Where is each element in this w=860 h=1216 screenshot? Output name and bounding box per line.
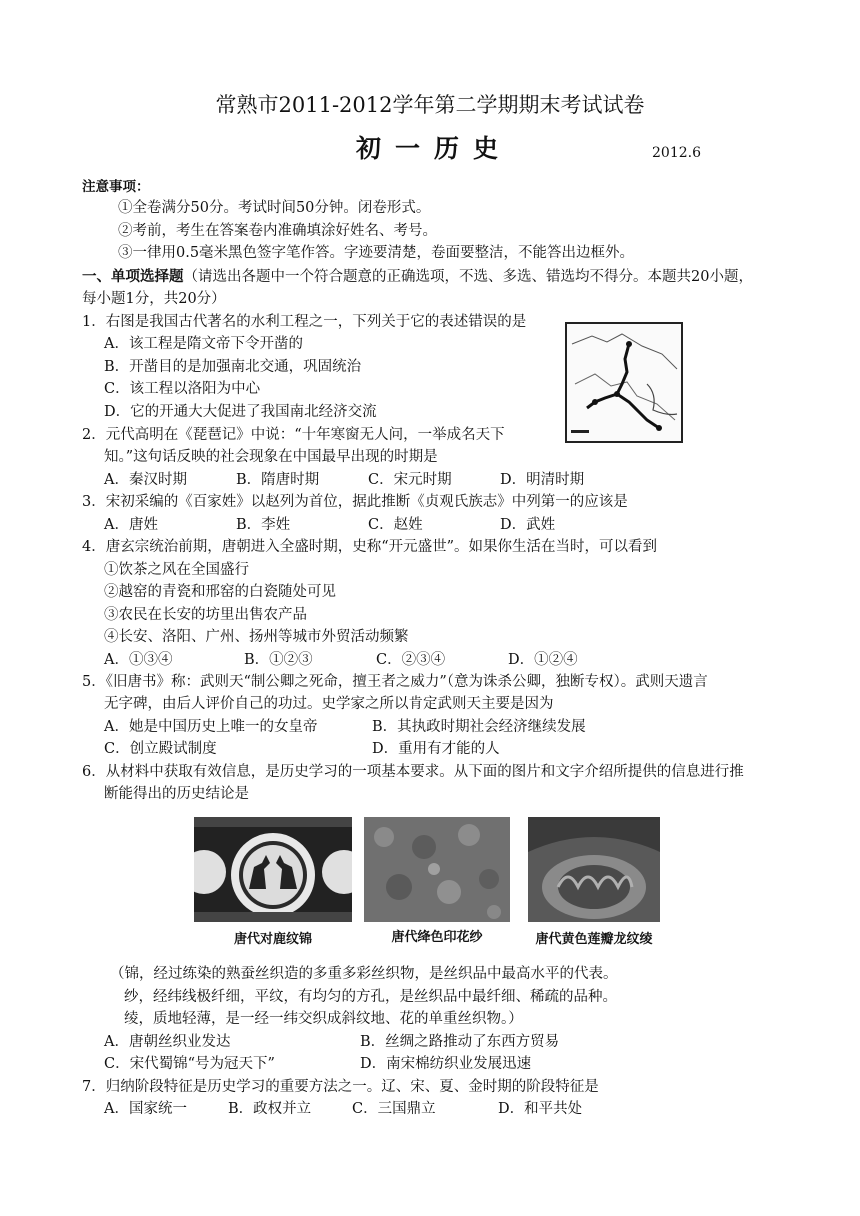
notice-item: ②考前，考生在答案卷内准确填涂好姓名、考号。 [118, 223, 437, 239]
map-drawing [567, 324, 681, 441]
dragon-silk-pattern [528, 817, 660, 922]
option: A．唐朝丝织业发达 [104, 1034, 231, 1050]
notice-item: ①全卷满分50分。考试时间50分钟。闭卷形式。 [118, 200, 431, 216]
option: D．①②④ [508, 652, 578, 668]
notice-item: ③一律用0.5毫米黑色签字笔作答。字迹要清楚，卷面要整洁，不能答出边框外。 [118, 245, 635, 261]
exam-title: 常熟市2011-2012学年第二学期期末考试试卷 [215, 93, 645, 117]
section-instruction-cont: 每小题1分，共20分） [82, 291, 226, 307]
photo-caption: 唐代对鹿纹锦 [233, 932, 312, 947]
option: A．唐姓 [104, 517, 158, 533]
statement-item: ③农民在长安的坊里出售农产品 [104, 607, 307, 623]
option: A．她是中国历史上唯一的女皇帝 [104, 719, 318, 735]
question-stem: 4．唐玄宗统治前期，唐朝进入全盛时期，史称“开元盛世”。如果你生活在当时，可以看到 [82, 539, 658, 555]
dragon-silk-photo [528, 817, 660, 922]
question-stem: 1．右图是我国古代著名的水利工程之一，下列关于它的表述错误的是 [82, 314, 527, 330]
question-stem-cont: 断能得出的历史结论是 [104, 786, 249, 802]
option: C．赵姓 [368, 517, 423, 533]
notice-heading: 注意事项： [82, 179, 150, 195]
option: B．李姓 [236, 517, 291, 533]
material-note: 纱，经纬线极纤细，平纹，有均匀的方孔，是丝织品中最纤细、稀疏的品种。 [124, 989, 617, 1005]
option: A．①③④ [104, 652, 173, 668]
material-note: （锦，经过练染的熟蚕丝织造的多重多彩丝织物，是丝织品中最高水平的代表。 [110, 966, 618, 982]
option: C．②③④ [376, 652, 446, 668]
question-stem: 5．《旧唐书》称：武则天“制公卿之死命，擅王者之威力”（意为诛杀公卿，独断专权）。武则天遗言 [82, 674, 708, 690]
statement-item: ②越窑的青瓷和邢窑的白瓷随处可见 [104, 584, 336, 600]
option: C．宋代蜀锦“号为冠天下” [104, 1056, 275, 1072]
material-note: 绫，质地轻薄，是一经一纬交织成斜纹地、花的单重丝织物。） [124, 1011, 523, 1027]
question-stem-cont: 知。”这句话反映的社会现象在中国最早出现的时期是 [104, 449, 438, 465]
question-stem-cont: 无字碑，由后人评价自己的功过。史学家之所以肯定武则天主要是因为 [104, 696, 554, 712]
option: D．武姓 [500, 517, 556, 533]
option: B．其执政时期社会经济继续发展 [372, 719, 586, 735]
printed-gauze-pattern [364, 817, 510, 922]
option: C．该工程以洛阳为中心 [104, 381, 261, 397]
question-stem: 6．从材料中获取有效信息，是历史学习的一项基本要求。从下面的图片和文字介绍所提供的信息进行推 [82, 764, 744, 780]
option: D．明清时期 [500, 472, 585, 488]
question-stem: 3．宋初采编的《百家姓》以赵列为首位，据此推断《贞观氏族志》中列第一的应该是 [82, 494, 628, 510]
photo-caption: 唐代绛色印花纱 [391, 930, 483, 945]
option: B．丝绸之路推动了东西方贸易 [360, 1034, 560, 1050]
option: B．①②③ [244, 652, 313, 668]
section-title: 一、单项选择题 [82, 268, 184, 285]
option: D．和平共处 [498, 1101, 583, 1117]
option: C．创立殿试制度 [104, 741, 217, 757]
statement-item: ④长安、洛阳、广州、扬州等城市外贸活动频繁 [104, 629, 409, 645]
option: A．该工程是隋文帝下令开凿的 [104, 336, 303, 352]
question-stem: 7．归纳阶段特征是历史学习的重要方法之一。辽、宋、夏、金时期的阶段特征是 [82, 1079, 599, 1095]
option: C．三国鼎立 [352, 1101, 436, 1117]
deer-brocade-pattern [194, 817, 352, 922]
option: D．重用有才能的人 [372, 741, 500, 757]
option: B．开凿目的是加强南北交通，巩固统治 [104, 359, 362, 375]
grand-canal-map [565, 322, 683, 443]
option: D．它的开通大大促进了我国南北经济交流 [104, 404, 377, 420]
option: B．隋唐时期 [236, 472, 320, 488]
statement-item: ①饮茶之风在全国盛行 [104, 562, 249, 578]
deer-brocade-photo [194, 817, 352, 922]
option: A．秦汉时期 [104, 472, 187, 488]
option: A．国家统一 [104, 1101, 187, 1117]
question-stem: 2．元代高明在《琵琶记》中说：“十年寒窗无人问，一举成名天下 [82, 427, 505, 443]
option: D．南宋棉纺织业发展迅速 [360, 1056, 532, 1072]
option: C．宋元时期 [368, 472, 452, 488]
photo-caption: 唐代黄色莲瓣龙纹绫 [535, 932, 653, 947]
section-instruction: （请选出各题中一个符合题意的正确选项，不选、多选、错选均不得分。本题共20小题， [183, 269, 753, 285]
section-heading [82, 267, 753, 287]
subject-title: 初一历史 [356, 134, 513, 163]
exam-date: 2012.6 [652, 145, 701, 161]
printed-gauze-photo [364, 817, 510, 922]
option: B．政权并立 [228, 1101, 312, 1117]
